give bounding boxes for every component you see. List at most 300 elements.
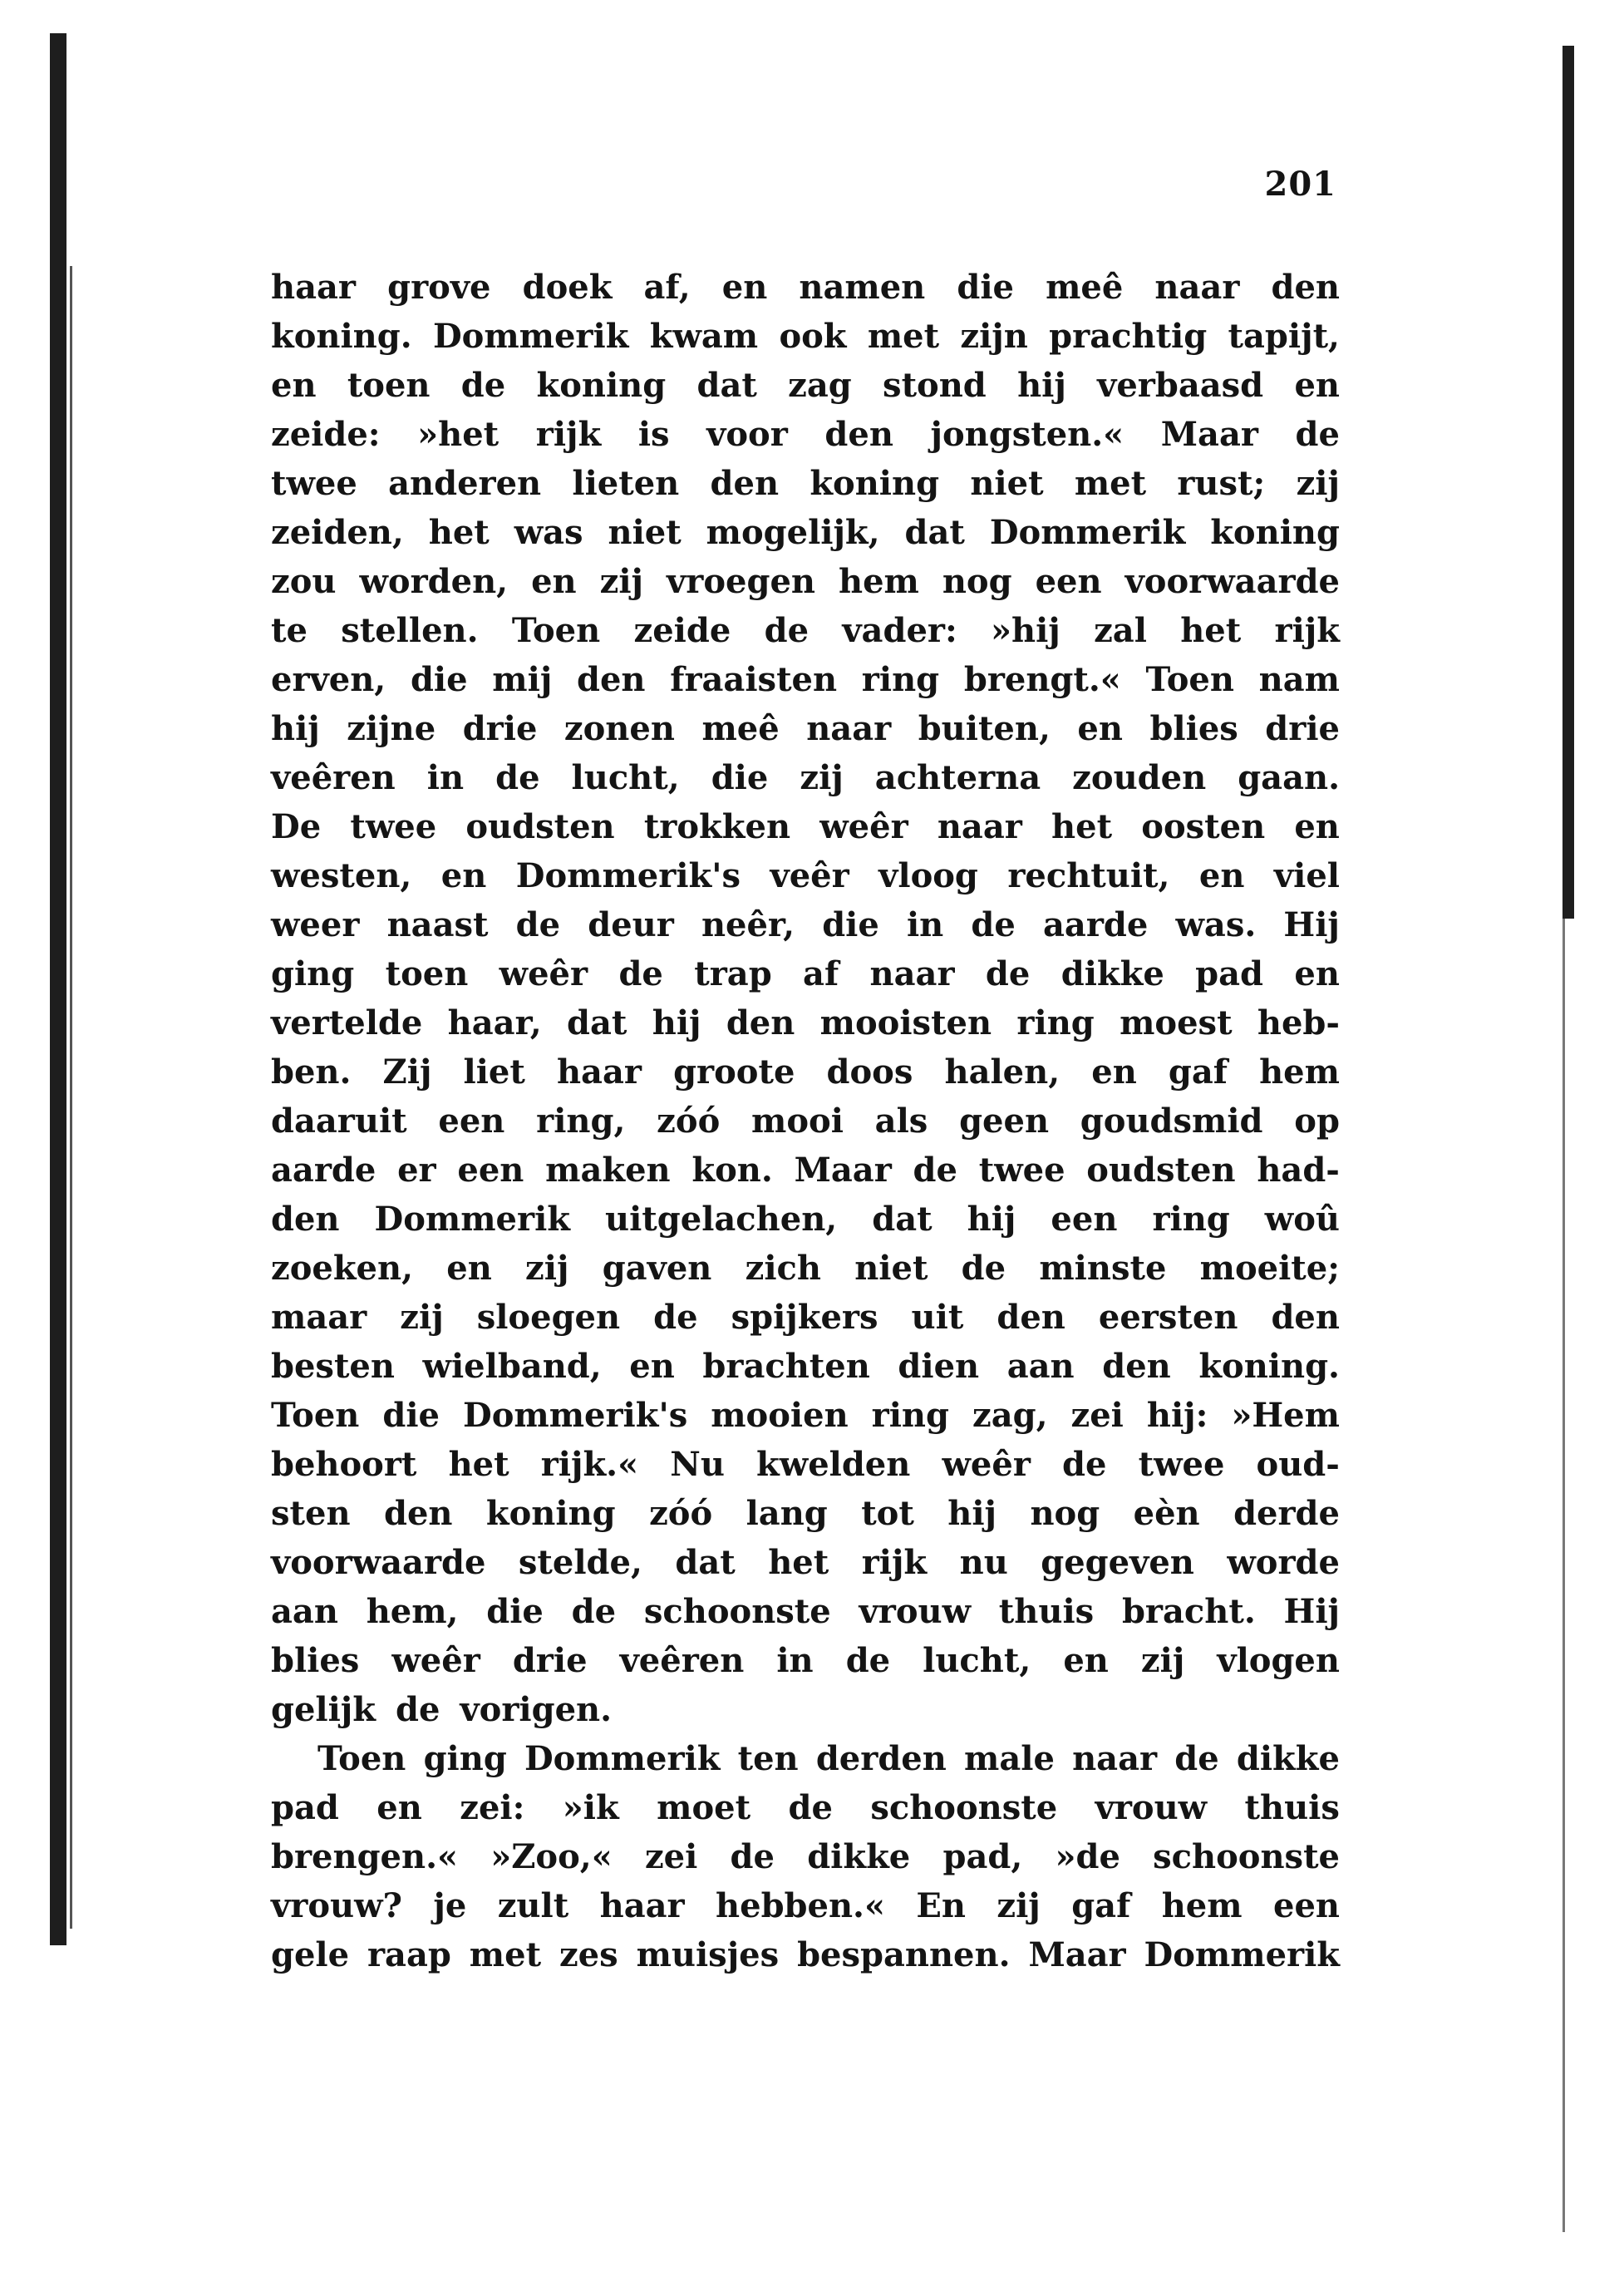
text-line — [271, 312, 1340, 361]
word: brachten — [702, 1347, 870, 1386]
word: die — [410, 660, 468, 699]
word: weêr — [391, 1641, 480, 1680]
word: male — [964, 1739, 1055, 1778]
text-line — [271, 1440, 1340, 1489]
word: zes — [559, 1935, 618, 1974]
word: Maar — [794, 1151, 892, 1190]
word: zei: — [460, 1788, 525, 1827]
word: zal — [1094, 611, 1147, 650]
word: weêr — [499, 954, 588, 993]
word: rechtuit, — [1007, 856, 1170, 895]
word: thuis — [998, 1592, 1095, 1631]
word: koning — [810, 464, 940, 503]
word: schoonste — [1153, 1837, 1340, 1876]
word: lucht, — [571, 758, 680, 797]
word: moest — [1120, 1003, 1233, 1042]
word: stelde, — [518, 1543, 642, 1582]
word: en — [376, 1788, 422, 1827]
word: aarde — [1042, 905, 1149, 944]
word: ging — [423, 1739, 507, 1778]
word: de — [913, 1151, 957, 1190]
word: prachtig — [1049, 317, 1208, 356]
word: lang — [746, 1494, 828, 1533]
word: zag — [788, 366, 852, 405]
word: twee — [350, 807, 437, 846]
word: het — [448, 1445, 509, 1484]
word: schoonste — [870, 1788, 1058, 1827]
word: rust; — [1177, 464, 1266, 503]
word: twee — [978, 1151, 1065, 1190]
word: deur — [588, 905, 674, 944]
text-line — [271, 655, 1340, 704]
word: de — [985, 954, 1031, 993]
word: voor — [706, 415, 788, 454]
word: groote — [673, 1052, 795, 1092]
word: koning — [1210, 513, 1340, 552]
word: moet — [657, 1788, 751, 1827]
word: den — [710, 464, 780, 503]
word: voorwaarde — [1124, 562, 1340, 601]
text-line — [271, 900, 1340, 949]
word: die — [711, 758, 769, 797]
word: den — [577, 660, 646, 699]
word: te — [271, 611, 308, 650]
word: eèn — [1133, 1494, 1200, 1533]
word: »Zoo,« — [490, 1837, 613, 1876]
word: zouden — [1072, 758, 1207, 797]
word: zich — [745, 1249, 821, 1288]
word: dikke — [1061, 954, 1164, 993]
word: vertelde — [271, 1003, 423, 1042]
word: daaruit — [271, 1102, 407, 1141]
word: besten — [271, 1347, 395, 1386]
word: drie — [1265, 709, 1340, 748]
word: niet — [608, 513, 682, 552]
word: een — [1273, 1886, 1340, 1925]
word: grove — [387, 268, 491, 307]
word: hem — [1259, 1052, 1340, 1092]
word: de — [618, 954, 663, 993]
word: met — [867, 317, 940, 356]
word: zou — [271, 562, 337, 601]
word: doek — [522, 268, 613, 307]
word: niet — [970, 464, 1044, 503]
word: de — [653, 1298, 698, 1337]
word: spijkers — [731, 1298, 878, 1337]
word: pad — [271, 1788, 339, 1827]
word: weer — [271, 905, 360, 944]
word: den — [383, 1494, 453, 1533]
word: Hij — [1283, 1592, 1340, 1631]
word: viel — [1273, 856, 1340, 895]
word: haar — [556, 1052, 642, 1092]
word: stellen. — [341, 611, 479, 650]
word: blies — [1149, 709, 1238, 748]
word: halen, — [944, 1052, 1061, 1092]
word: rijk.« — [540, 1445, 639, 1484]
word: een — [1035, 562, 1102, 601]
text-line — [271, 1146, 1340, 1195]
word: oud- — [1256, 1445, 1340, 1484]
text-line — [271, 1391, 1340, 1440]
body-text — [271, 263, 1340, 1979]
text-line — [271, 1636, 1340, 1685]
word: gaven — [602, 1249, 712, 1288]
word: kwelden — [756, 1445, 911, 1484]
word: en — [1294, 807, 1340, 846]
word: Dommerik's — [515, 856, 741, 895]
word: die — [957, 268, 1014, 307]
word: Maar — [1160, 415, 1258, 454]
word: Zij — [382, 1052, 432, 1092]
paragraph — [271, 1734, 1340, 1979]
word: jongsten.« — [930, 415, 1124, 454]
word: haar — [271, 268, 356, 307]
word: de — [396, 1690, 440, 1729]
word: gegeven — [1041, 1543, 1194, 1582]
word: ring, — [536, 1102, 626, 1141]
word: en — [721, 268, 768, 307]
word: hem — [838, 562, 919, 601]
word: ten — [737, 1739, 799, 1778]
word: neêr, — [701, 905, 795, 944]
text-line — [271, 851, 1340, 900]
word: derde — [1233, 1494, 1340, 1533]
word: niet — [854, 1249, 928, 1288]
word: mooi — [751, 1102, 844, 1141]
word: pad — [1195, 954, 1263, 993]
word: lieten — [572, 464, 680, 503]
word: vrouw — [1095, 1788, 1208, 1827]
text-line — [271, 410, 1340, 459]
word: en — [440, 856, 487, 895]
text-line — [271, 1293, 1340, 1342]
word: is — [637, 415, 670, 454]
word: worde — [1227, 1543, 1340, 1582]
word: zeiden, — [271, 513, 404, 552]
word: zoeken, — [271, 1249, 414, 1288]
word: woû — [1264, 1200, 1340, 1239]
word: zij — [400, 1298, 444, 1337]
scan-page-edge-right-thin — [1562, 919, 1565, 2232]
word: Toen — [271, 1396, 360, 1435]
text-line — [271, 557, 1340, 606]
word: en — [531, 562, 577, 601]
word: Maar — [1028, 1935, 1126, 1974]
word: den — [1102, 1347, 1171, 1386]
word: blies — [271, 1641, 360, 1680]
word: meê — [1046, 268, 1124, 307]
word: in — [426, 758, 465, 797]
text-line — [271, 1783, 1340, 1832]
scan-page-edge-right — [1562, 46, 1574, 919]
word: in — [906, 905, 944, 944]
word: veêr — [770, 856, 849, 895]
word: buiten, — [918, 709, 1051, 748]
text-line — [271, 1342, 1340, 1391]
word: op — [1294, 1102, 1340, 1141]
word: ring — [1016, 1003, 1095, 1042]
word: nog — [1030, 1494, 1100, 1533]
word: naast — [386, 905, 489, 944]
word: bracht. — [1121, 1592, 1256, 1631]
word: uitgelachen, — [605, 1200, 838, 1239]
word: in — [776, 1641, 814, 1680]
word: westen, — [271, 856, 412, 895]
word: den — [997, 1298, 1065, 1337]
word: koning. — [1198, 1347, 1340, 1386]
word: liet — [463, 1052, 525, 1092]
word: zóó — [649, 1494, 713, 1533]
word: mogelijk, — [706, 513, 880, 552]
word: dat — [675, 1543, 736, 1582]
word: eersten — [1098, 1298, 1238, 1337]
word: naar — [806, 709, 892, 748]
word: naar — [869, 954, 955, 993]
word: naar — [1154, 268, 1240, 307]
word: de — [788, 1788, 833, 1827]
word: zóó — [657, 1102, 721, 1141]
word: erven, — [271, 660, 386, 699]
word: het — [768, 1543, 829, 1582]
word: geen — [959, 1102, 1050, 1141]
word: behoort — [271, 1445, 417, 1484]
word: voorwaarde — [271, 1543, 486, 1582]
word: gaan. — [1238, 758, 1340, 797]
word: de — [495, 758, 540, 797]
text-line — [271, 1587, 1340, 1636]
page-number: 201 — [1264, 165, 1336, 204]
word: kon. — [691, 1151, 773, 1190]
text-line — [271, 1881, 1340, 1930]
word: een — [1051, 1200, 1118, 1239]
word: sloegen — [476, 1298, 621, 1337]
word: Dommerik — [524, 1739, 721, 1778]
word: kwam — [649, 317, 759, 356]
word: nu — [959, 1543, 1008, 1582]
word: ben. — [271, 1052, 352, 1092]
word: zei — [1070, 1396, 1124, 1435]
word: dat — [696, 366, 757, 405]
word: mooien — [711, 1396, 849, 1435]
word: weêr — [819, 807, 908, 846]
word: lucht, — [923, 1641, 1031, 1680]
word: Toen — [317, 1739, 406, 1778]
word: achterna — [874, 758, 1041, 797]
word: vlogen — [1217, 1641, 1340, 1680]
word: en — [1091, 1052, 1137, 1092]
word: rijk — [535, 415, 602, 454]
word: die — [382, 1396, 440, 1435]
text-line — [271, 1538, 1340, 1587]
word: vloog — [878, 856, 978, 895]
word: de — [971, 905, 1016, 944]
word: zij — [800, 758, 844, 797]
text-line — [271, 802, 1340, 851]
word: worden, — [359, 562, 509, 601]
word: vorigen. — [460, 1690, 613, 1729]
text-line — [271, 1685, 1340, 1734]
word: als — [874, 1102, 928, 1141]
word: twee — [1138, 1445, 1225, 1484]
word: dikke — [807, 1837, 911, 1876]
word: den — [1271, 1298, 1340, 1337]
word: hij — [1017, 366, 1066, 405]
word: gaf — [1168, 1052, 1228, 1092]
word: aan — [271, 1592, 338, 1631]
word: zij — [525, 1249, 569, 1288]
text-line — [271, 361, 1340, 410]
word: haar, — [447, 1003, 542, 1042]
word: zeide: — [271, 415, 381, 454]
word: oudsten — [465, 807, 615, 846]
word: koning — [485, 1494, 616, 1533]
word: veêren — [271, 758, 396, 797]
word: »de — [1055, 1837, 1120, 1876]
word: zij — [1296, 464, 1340, 503]
word: den — [726, 1003, 795, 1042]
word: hij: — [1146, 1396, 1208, 1435]
word: mooisten — [819, 1003, 992, 1042]
word: het — [1051, 807, 1113, 846]
word: uit — [911, 1298, 964, 1337]
word: haar — [599, 1886, 685, 1925]
word: ring — [871, 1396, 949, 1435]
word: met — [469, 1935, 542, 1974]
text-line — [271, 1097, 1340, 1146]
word: en — [1077, 709, 1123, 748]
word: verbaasd — [1097, 366, 1264, 405]
word: de — [1295, 415, 1340, 454]
word: die — [486, 1592, 544, 1631]
word: mij — [492, 660, 553, 699]
text-line — [271, 949, 1340, 998]
word: brengt.« — [963, 660, 1121, 699]
word: gaf — [1071, 1886, 1131, 1925]
text-line — [271, 1832, 1340, 1881]
word: had- — [1257, 1151, 1340, 1190]
word: twee — [271, 464, 357, 503]
word: »ik — [562, 1788, 619, 1827]
word: het — [1180, 611, 1242, 650]
word: derden — [815, 1739, 947, 1778]
word: de — [845, 1641, 891, 1680]
word: Dommerik — [1144, 1935, 1340, 1974]
text-line — [271, 998, 1340, 1047]
word: zonen — [563, 709, 675, 748]
word: »Hem — [1231, 1396, 1340, 1435]
word: hij — [947, 1494, 997, 1533]
word: De — [271, 807, 322, 846]
word: koning — [536, 366, 667, 405]
word: af — [803, 954, 839, 993]
word: en — [1063, 1641, 1109, 1680]
word: en — [271, 366, 317, 405]
word: Dommerik — [989, 513, 1186, 552]
word: »hij — [991, 611, 1061, 650]
word: de — [764, 611, 810, 650]
word: toen — [385, 954, 469, 993]
word: zult — [497, 1886, 569, 1925]
word: je — [433, 1886, 467, 1925]
word: brengen.« — [271, 1837, 458, 1876]
text-line — [271, 1489, 1340, 1538]
word: zag, — [972, 1396, 1048, 1435]
word: de — [460, 366, 506, 405]
word: zij — [997, 1886, 1041, 1925]
word: Toen — [511, 611, 601, 650]
text-line — [271, 1195, 1340, 1244]
word: vader: — [842, 611, 957, 650]
word: zijn — [960, 317, 1028, 356]
word: zeide — [633, 611, 731, 650]
word: Nu — [670, 1445, 725, 1484]
text-line — [271, 606, 1340, 655]
word: aarde — [271, 1151, 376, 1190]
word: meê — [701, 709, 780, 748]
word: zei — [644, 1837, 698, 1876]
text-line — [271, 1734, 1340, 1783]
word: koning. — [271, 317, 412, 356]
text-line — [271, 753, 1340, 802]
word: en — [446, 1249, 492, 1288]
scan-binding-shadow-left — [50, 33, 66, 1945]
word: de — [961, 1249, 1006, 1288]
text-line — [271, 508, 1340, 557]
word: de — [1062, 1445, 1107, 1484]
word: een — [438, 1102, 505, 1141]
word: hem — [1161, 1886, 1243, 1925]
word: hebben.« — [716, 1886, 885, 1925]
word: Hij — [1283, 905, 1340, 944]
word: fraaisten — [670, 660, 838, 699]
word: met — [1074, 464, 1147, 503]
word: namen — [799, 268, 926, 307]
word: die — [822, 905, 879, 944]
word: goudsmid — [1080, 1102, 1263, 1141]
word: oosten — [1141, 807, 1266, 846]
word: muisjes — [636, 1935, 780, 1974]
word: den — [1271, 268, 1340, 307]
word: gele — [271, 1935, 350, 1974]
word: pad, — [942, 1837, 1023, 1876]
word: ring — [861, 660, 940, 699]
word: nog — [942, 562, 1012, 601]
word: de — [515, 905, 561, 944]
word: trokken — [643, 807, 791, 846]
word: dikke — [1236, 1739, 1340, 1778]
word: vroegen — [667, 562, 815, 601]
word: stond — [883, 366, 987, 405]
word: Dommerik — [432, 317, 629, 356]
word: af, — [643, 268, 691, 307]
word: trap — [694, 954, 772, 993]
word: dat — [567, 1003, 627, 1042]
word: tot — [861, 1494, 914, 1533]
text-line — [271, 704, 1340, 753]
word: rijk — [861, 1543, 928, 1582]
word: moeite; — [1199, 1249, 1340, 1288]
word: zij — [599, 562, 644, 601]
word: dat — [904, 513, 965, 552]
word: de — [730, 1837, 775, 1876]
word: vrouw? — [271, 1886, 402, 1925]
word: doos — [826, 1052, 913, 1092]
text-line — [271, 263, 1340, 312]
word: en — [1294, 954, 1340, 993]
text-line — [271, 459, 1340, 508]
word: oudsten — [1086, 1151, 1236, 1190]
